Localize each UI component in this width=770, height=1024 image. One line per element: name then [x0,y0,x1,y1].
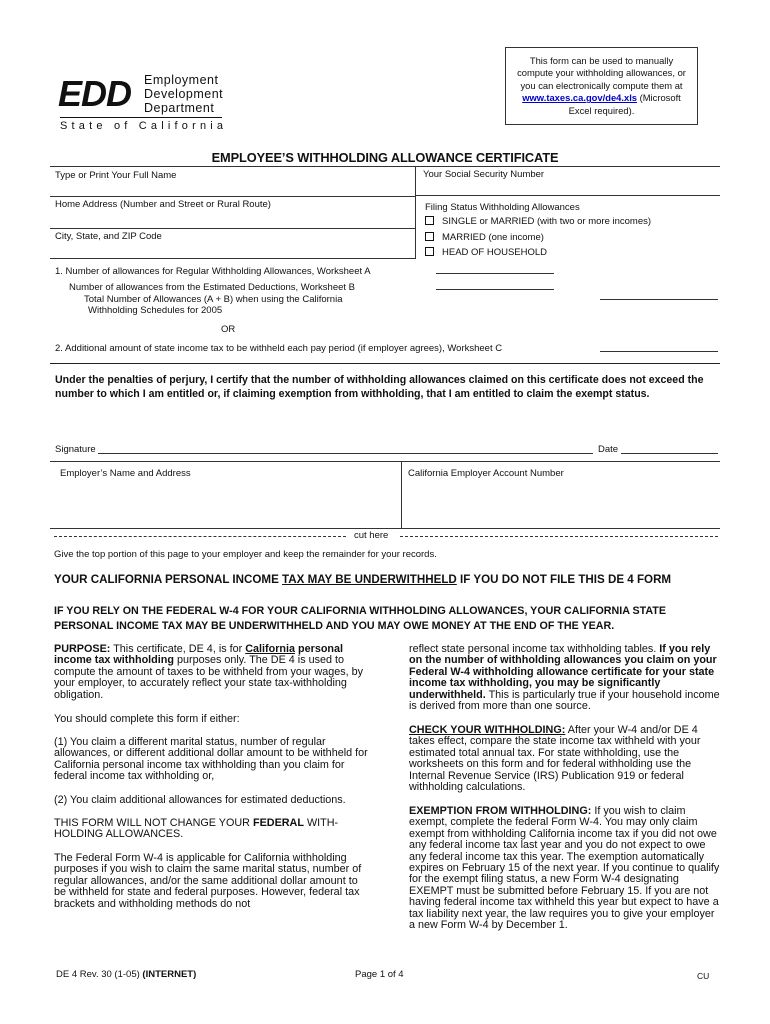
line1-total-rule [600,299,718,300]
filing-option-head[interactable]: HEAD OF HOUSEHOLD [425,247,547,258]
should-complete: You should complete this form if either: [54,713,240,725]
purpose-label: PURPOSE: [54,643,111,655]
cut-line-left [54,536,346,537]
underwithheld-heading: YOUR CALIFORNIA PERSONAL INCOME TAX MAY BE UNDERWITHHELD IF YOU DO NOT FILE THIS DE 4 FORM [54,573,672,586]
edd-logo-mark: EDD [58,73,132,114]
de4-xls-link[interactable]: www.taxes.ca.gov/de4.xls [522,92,638,104]
line1b-answer-rule [436,289,554,290]
check-withholding-paragraph: CHECK YOUR WITHHOLDING: After your W-4 and/or DE 4 takes effect, compare the state income tax withheld with your estimated total annual tax. For state withholding, use the worksheets on this form and for federal withholding use the Internal Revenue Service (IRS) Publication 919 or federal withholding calculations. [409,724,701,794]
perjury-statement: Under the penalties of perjury, I certify that the number of withholding allowances claimed on this certificate does not exceed the number to which I am entitled or, if claiming exemption from withholding, that I am entitled to claim the exempt status. [55,374,704,400]
filing-status-label: Filing Status Withholding Allowances [425,202,580,213]
full-name-label: Type or Print Your Full Name [55,170,177,181]
electronic-note-text2: (Microsoft Excel required). [568,92,681,116]
not-change-federal: THIS FORM WILL NOT CHANGE YOUR FEDERAL WITH-HOLDING ALLOWANCES. [54,817,339,841]
signature-line[interactable] [98,453,593,454]
employer-account-label: California Employer Account Number [408,468,564,479]
home-address-label: Home Address (Number and Street or Rural Route) [55,199,271,210]
ssn-label: Your Social Security Number [423,169,545,180]
employer-top-rule [50,461,720,462]
home-address-rule [50,228,415,229]
edd-logo-line2: Development [144,87,224,101]
signature-label: Signature [55,444,96,455]
checkbox-single[interactable] [425,216,434,225]
checkbox-head-of-household[interactable] [425,247,434,256]
cut-here-label: cut here [354,530,389,541]
line1-answer-rule [436,273,554,274]
date-line[interactable] [621,453,718,454]
federal-w4-paragraph: The Federal Form W-4 is applicable for California withholding purposes if you wish to claim the same marital status, number of regular allowances, and/or the same additional dollar amount to be withheld for state and federal purposes. However, federal tax brackets and withholding methods do not [54,852,362,910]
employer-name-label: Employer’s Name and Address [60,468,191,479]
line2-answer-rule [600,351,718,352]
edd-logo-rule [60,117,222,118]
cut-line-right [400,536,718,537]
reason-1: (1) You claim a different marital status, number of regular allowances, or different additional dollar amount to be withheld for California personal income tax withholding than you claim for federal income tax withholding or, [54,736,368,783]
exemption-paragraph: EXEMPTION FROM WITHHOLDING: If you wish to claim exempt, complete the federal Form W-4. You may only claim exempt from withholding California income tax if you did not owe any federal income tax last year and you do not expect to owe any federal income tax this year. The exemption automatically expires on February 15 of the next year. If you continue to qualify for the exempt filing status, a new Form W-4 designating EXEMPT must be submitted before February 15. If you are not having federal income tax withheld this year but expect to have a tax liability next year, the law requires you to give your employer a new Form W-4 by December 1. [409,805,720,932]
form-top-rule [50,166,720,167]
line2-label: 2. Additional amount of state income tax to be withheld each pay period (if employer agrees), Worksheet C [55,343,503,354]
electronic-note-text: This form can be used to manually compute your withholding allowances, or you can electronically compute them at [517,55,686,91]
footer-page-number: Page 1 of 4 [355,969,404,980]
reason-2: (2) You claim additional allowances for estimated deductions. [54,794,346,806]
line1d-label: Withholding Schedules for 2005 [88,305,223,316]
filing-option-single[interactable]: SINGLE or MARRIED (with two or more incomes) [425,216,651,227]
employer-bottom-rule [50,528,720,529]
or-label: OR [221,324,236,335]
city-rule [50,258,415,259]
city-label: City, State, and ZIP Code [55,231,162,242]
perjury-top-rule [50,363,720,364]
full-name-rule [50,196,415,197]
col2-underwithheld-paragraph: reflect state personal income tax withholding tables. If you rely on the number of withholding allowances you claim on your Federal W-4 withholding allowance certificate for your state income tax withholding, you may be significantly underwithheld. This is particularly true if your household income is derived from more than one source. [409,643,720,713]
line1c-label: Total Number of Allowances (A + B) when using the California [84,294,343,305]
exemption-label: EXEMPTION FROM WITHHOLDING: [409,805,592,817]
edd-logo [58,72,228,134]
edd-logo-line3: Department [144,101,215,115]
edd-logo-line1: Employment [144,73,219,87]
form-column-divider [415,166,416,259]
filing-option-married[interactable]: MARRIED (one income) [425,232,544,243]
employer-column-divider [401,461,402,528]
federal-w4-warning: IF YOU RELY ON THE FEDERAL W-4 FOR YOUR CALIFORNIA WITHHOLDING ALLOWANCES, YOUR CALIFORNIA STATE PERSONAL INCOME TAX MAY BE UNDERWITHHELD AND YOU MAY OWE MONEY AT THE END OF THE YEAR. [54,605,666,632]
give-top-portion: Give the top portion of this page to your employer and keep the remainder for your records. [54,549,437,560]
line1-label: 1. Number of allowances for Regular Withholding Allowances, Worksheet A [55,266,371,277]
edd-logo-state: State of California [60,120,228,132]
footer-form-id: DE 4 Rev. 30 (1-05) (INTERNET) [56,969,197,980]
footer-code: CU [697,971,710,981]
purpose-paragraph: PURPOSE: This certificate, DE 4, is for California personal income tax withholding purposes only. The DE 4 is used to compute the amount of taxes to be withheld from your wages, by your employer, to accurately reflect your state tax-withholding obligation. [54,643,364,701]
date-label: Date [598,444,619,455]
check-withholding-label: CHECK YOUR WITHHOLDING: [409,724,566,736]
line1b-label: Number of allowances from the Estimated Deductions, Worksheet B [69,282,356,293]
checkbox-married[interactable] [425,232,434,241]
ssn-rule [415,195,720,196]
electronic-note-box [505,47,698,125]
form-title: EMPLOYEE’S WITHHOLDING ALLOWANCE CERTIFICATE [211,150,559,165]
